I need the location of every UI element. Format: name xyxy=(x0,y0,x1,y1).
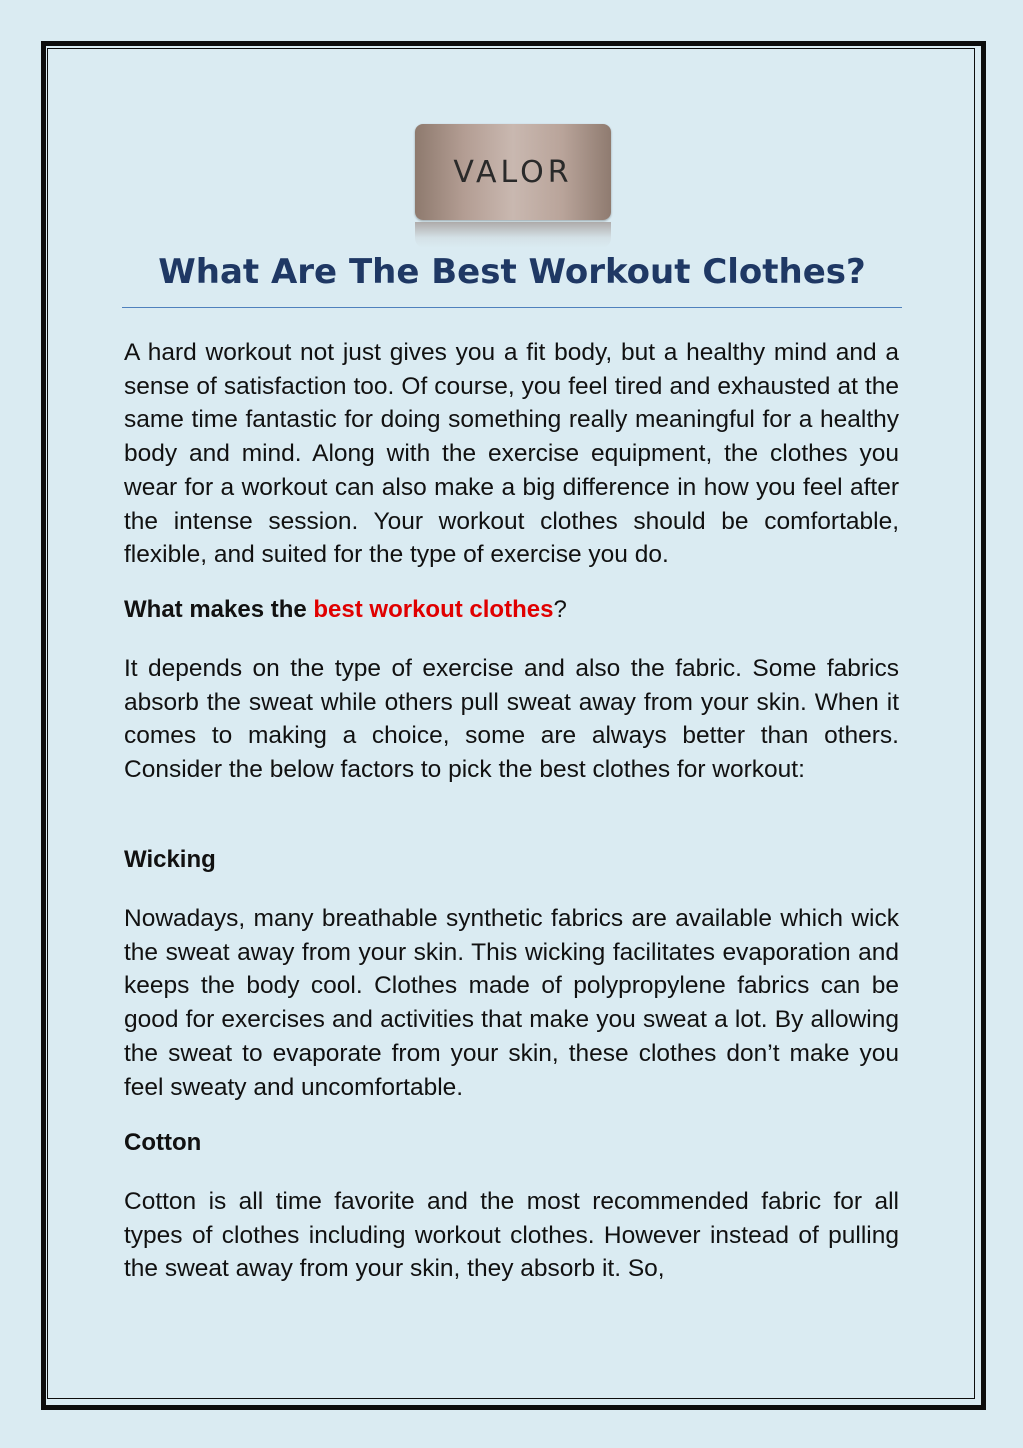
section-heading-wicking: Wicking xyxy=(124,846,216,873)
title-underline xyxy=(122,307,902,308)
answer-paragraph: It depends on the type of exercise and also the fabric. Some fabrics absorb the sweat while others pull sweat away from your skin. When it comes to making a choice, some are always better than others. Consider the below factors to pick the best clothes for workout: xyxy=(124,655,899,784)
logo-plate xyxy=(415,124,611,220)
question-prefix: What makes the xyxy=(124,596,314,623)
brand-logo xyxy=(415,124,611,248)
question-highlight-link[interactable]: best workout clothes xyxy=(313,596,554,623)
page-title: What Are The Best Workout Clothes? xyxy=(158,252,866,292)
logo-reflection xyxy=(415,222,611,248)
question-suffix: ? xyxy=(553,596,567,623)
question-heading xyxy=(124,596,567,624)
intro-paragraph: A hard workout not just gives you a fit body, but a healthy mind and a sense of satisfaction too. Of course, you feel tired and exhausted at the same time fantastic for doing something really meaningful for a healthy body and mind. Along with the exercise equipment, the clothes you wear for a workout can also make a big difference in how you feel after the intense session. Your workout clothes should be comfortable, flexible, and suited for the type of exercise you do. xyxy=(124,339,899,569)
section-heading-cotton: Cotton xyxy=(124,1129,202,1156)
logo-text: VALOR xyxy=(453,154,573,190)
section-text-cotton: Cotton is all time favorite and the most recommended fabric for all types of clothes including workout clothes. However instead of pulling the sweat away from your skin, they absorb it. So, xyxy=(124,1188,899,1283)
section-text-wicking: Nowadays, many breathable synthetic fabrics are available which wick the sweat away from your skin. This wicking facilitates evaporation and keeps the body cool. Clothes made of polypropylene fabrics can be good for exercises and activities that make you sweat a lot. By allowing the sweat to evaporate from your skin, these clothes don’t make you feel sweaty and uncomfortable. xyxy=(124,905,899,1101)
